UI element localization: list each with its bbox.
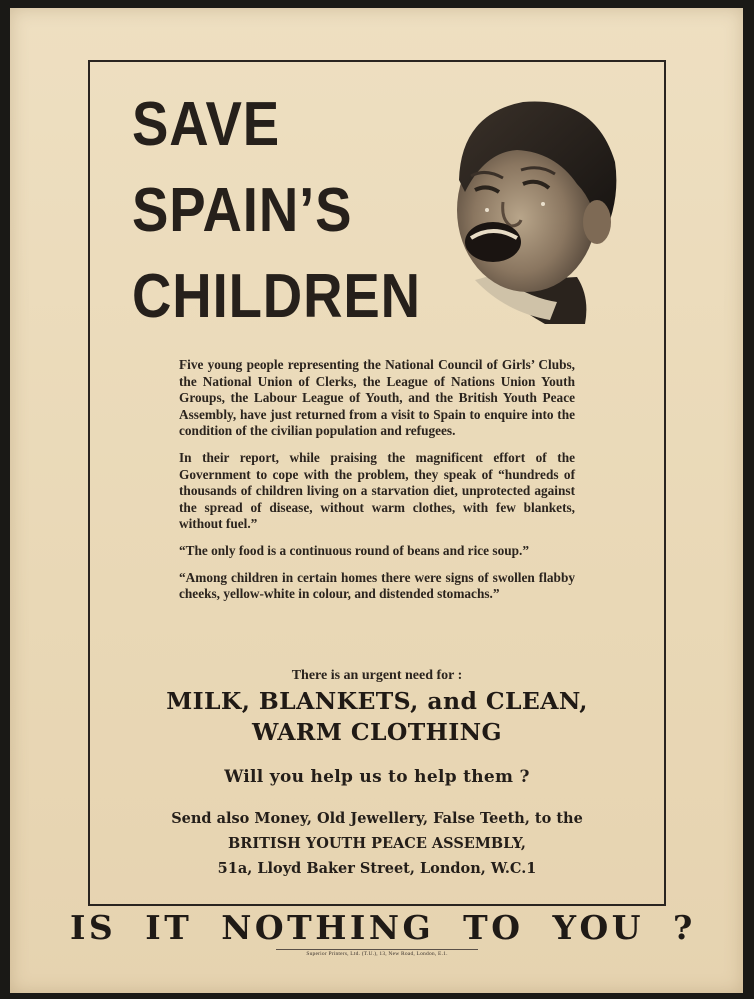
paragraph-intro: Five young people representing the National Council of Girls’ Clubs, the National Union of Clerks, the League of Nations Union Youth Groups, the Labour League of Youth, and the British Youth Peace Assembly, have just returned from a visit to Spain to enquire into the condition of the civilian population and refugees. — [179, 357, 575, 439]
tagline: IS IT NOTHING TO YOU ? — [70, 908, 696, 947]
send-line: Send also Money, Old Jewellery, False Teeth, to the — [171, 810, 583, 827]
headline-line-3: CHILDREN — [132, 262, 421, 331]
headline-line-2: SPAIN’S — [132, 176, 353, 245]
organization-address: 51a, Lloyd Baker Street, London, W.C.1 — [217, 860, 537, 877]
paragraph-food-quote: “The only food is a continuous round of beans and rice soup.” — [179, 542, 529, 558]
paragraph-report: In their report, while praising the magnificent effort of the Government to cope with the problem, they speak of “hundreds of thousands of children living on a starvation diet, unprotected against the spread of disease, without warm clothes, with few blankets, without fuel.” — [179, 449, 575, 532]
headline-line-1: SAVE — [132, 90, 281, 159]
paragraph-signs-quote: “Among children in certain homes there were signs of swollen flabby cheeks, yellow-white in colour, and distended stomachs.” — [179, 569, 575, 602]
needs-line-1: MILK, BLANKETS, and CLEAN, — [166, 687, 588, 715]
report-text — [179, 357, 575, 613]
donation-instructions — [100, 806, 654, 881]
needs-line-2: WARM CLOTHING — [252, 718, 502, 746]
organization-name: BRITISH YOUTH PEACE ASSEMBLY, — [228, 835, 526, 852]
crying-child-photo — [445, 92, 621, 324]
printer-imprint: Superior Printers, Ltd. (T.U.), 13, New Road, London, E.1. — [306, 951, 448, 957]
imprint-divider — [276, 949, 478, 950]
headline — [132, 82, 421, 340]
needs-list — [100, 686, 654, 748]
urgent-need-intro: There is an urgent need for : — [291, 668, 463, 683]
help-question: Will you help us to help them ? — [224, 767, 530, 787]
